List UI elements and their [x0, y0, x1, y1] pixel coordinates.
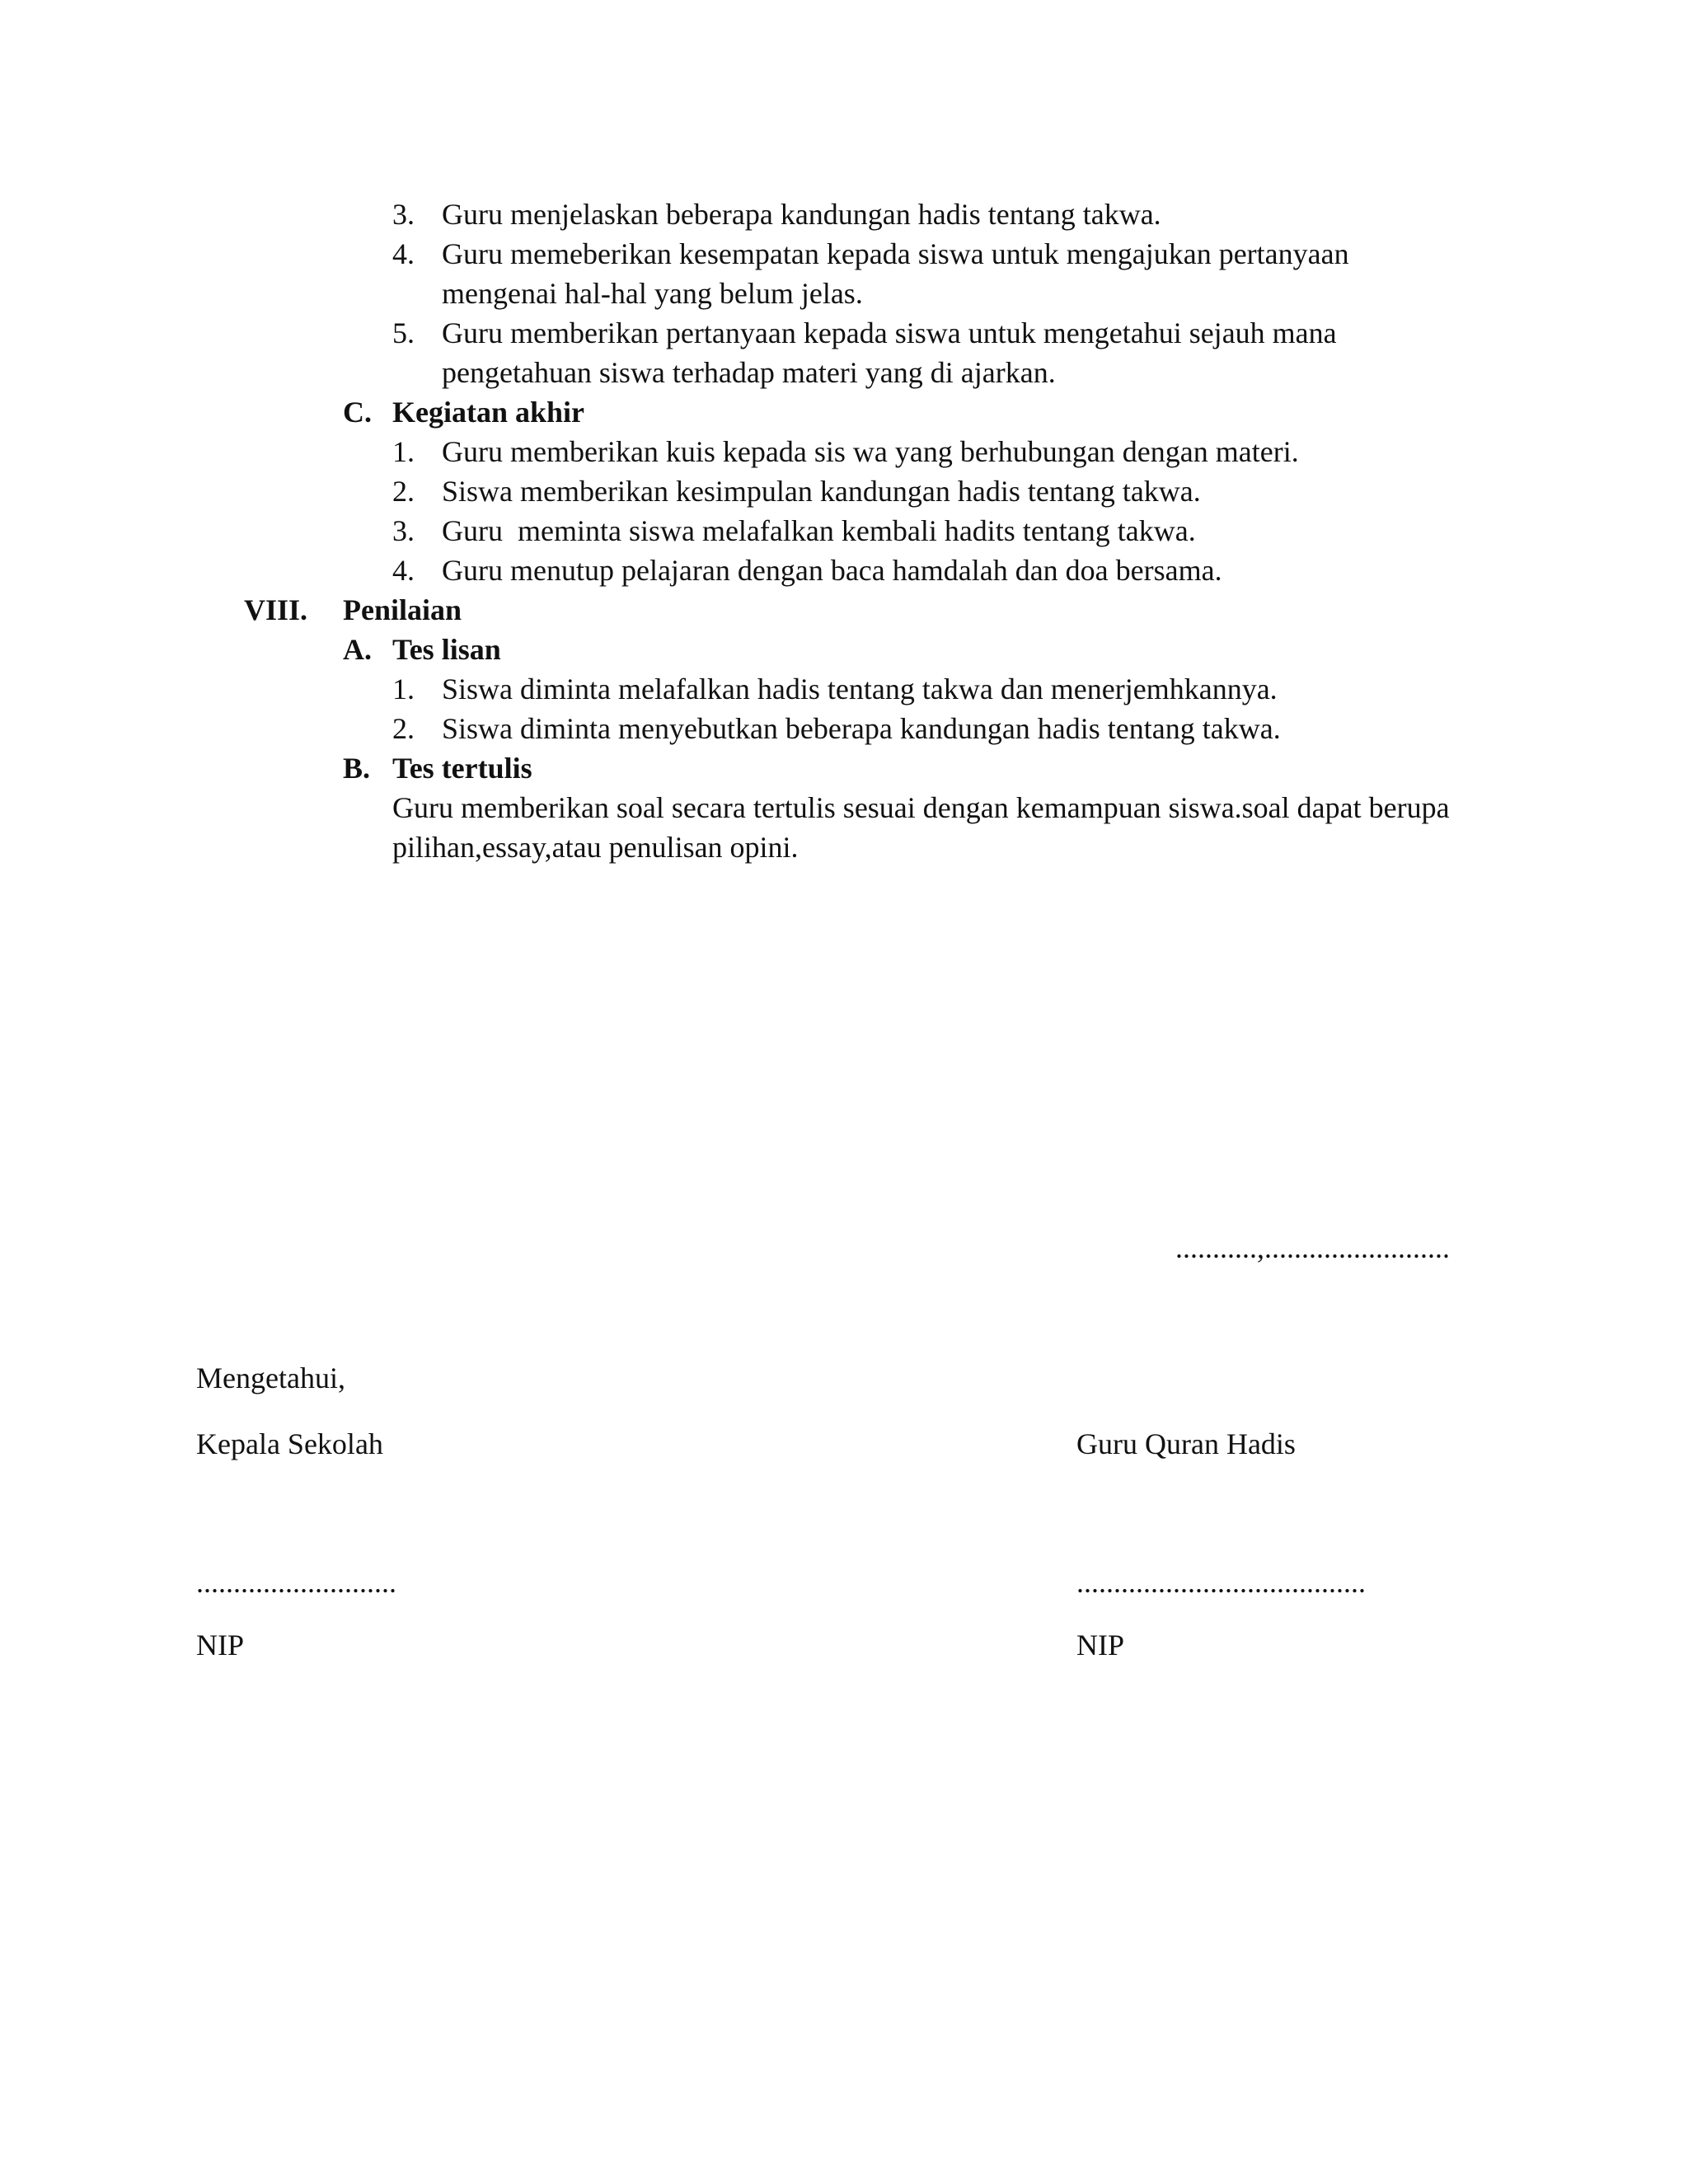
item-text: Guru memberikan pertanyaan kepada siswa untuk mengetahui sejauh mana [442, 316, 1337, 349]
item-number: 2. [392, 712, 415, 745]
item-number: 3. [392, 514, 415, 547]
item-number: 3. [392, 198, 415, 231]
section-heading: Tes lisan [392, 633, 501, 666]
section-heading: Tes tertulis [392, 752, 532, 785]
item-number: 2. [392, 475, 415, 508]
item-text: Siswa memberikan kesimpulan kandungan hadis tentang takwa. [442, 475, 1201, 508]
item-text: Siswa diminta menyebutkan beberapa kandungan hadis tentang takwa. [442, 712, 1281, 745]
item-text-continuation: pengetahuan siswa terhadap materi yang di ajarkan. [442, 356, 1056, 389]
section-heading: Kegiatan akhir [392, 396, 585, 429]
item-text: Guru memberikan kuis kepada sis wa yang berhubungan dengan materi. [442, 435, 1299, 468]
item-text: Guru memeberikan kesempatan kepada siswa untuk mengajukan pertanyaan [442, 237, 1349, 270]
section-letter: B. [343, 752, 371, 785]
right-signature-line: ....................................... [1076, 1566, 1366, 1599]
left-nip-label: NIP [196, 1629, 245, 1661]
item-number: 1. [392, 435, 415, 468]
place-date-placeholder: ...........,......................... [1175, 1231, 1450, 1264]
chapter-heading: Penilaian [343, 593, 462, 626]
left-signature-line: ........................... [196, 1566, 396, 1599]
right-signatory-title: Guru Quran Hadis [1076, 1427, 1296, 1460]
item-number: 4. [392, 554, 415, 587]
item-text: Guru menutup pelajaran dengan baca hamdalah dan doa bersama. [442, 554, 1222, 587]
paragraph-line: pilihan,essay,atau penulisan opini. [392, 831, 799, 864]
section-letter: C. [343, 396, 372, 429]
item-number: 5. [392, 316, 415, 349]
paragraph-line: Guru memberikan soal secara tertulis sesuai dengan kemampuan siswa.soal dapat berupa [392, 791, 1450, 824]
item-text: Guru menjelaskan beberapa kandungan hadis tentang takwa. [442, 198, 1161, 231]
left-signatory-title: Kepala Sekolah [196, 1427, 383, 1460]
item-number: 4. [392, 237, 415, 270]
section-letter: A. [343, 633, 372, 666]
item-number: 1. [392, 673, 415, 705]
item-text: Guru meminta siswa melafalkan kembali hadits tentang takwa. [442, 514, 1196, 547]
chapter-numeral: VIII. [244, 593, 308, 626]
item-text: Siswa diminta melafalkan hadis tentang takwa dan menerjemhkannya. [442, 673, 1278, 705]
acknowledgement-label: Mengetahui, [196, 1361, 345, 1394]
item-text-continuation: mengenai hal-hal yang belum jelas. [442, 277, 863, 310]
right-nip-label: NIP [1076, 1629, 1125, 1661]
